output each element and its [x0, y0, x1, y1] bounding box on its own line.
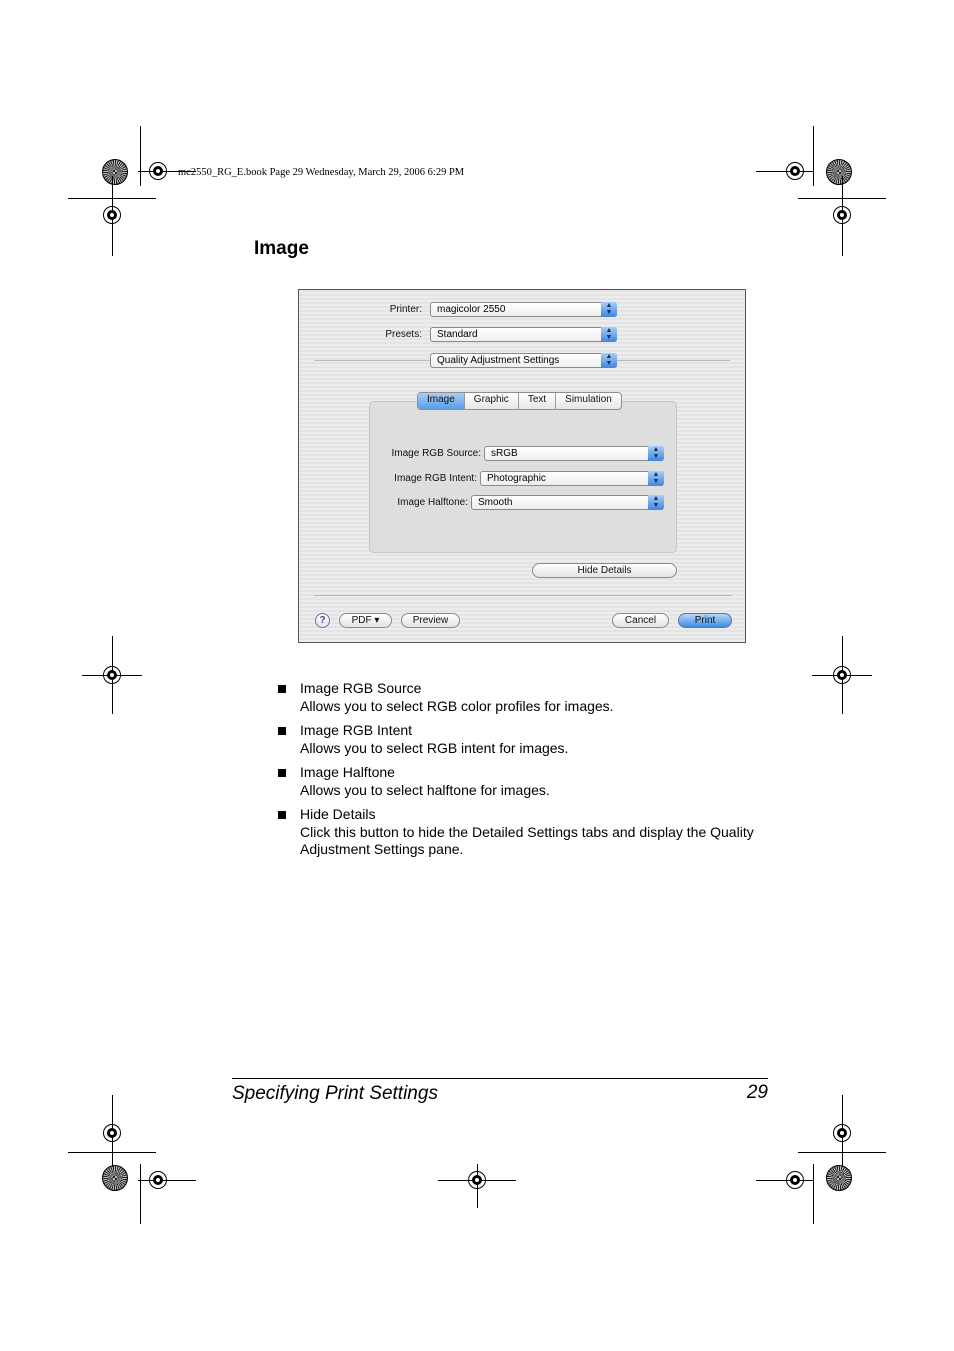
halftone-label: Image Halftone:: [397, 497, 468, 508]
printer-select[interactable]: [430, 302, 617, 317]
registration-target-icon: [833, 666, 851, 684]
bullet-square-icon: [278, 727, 286, 735]
popup-arrows-icon: ▲ ▼: [648, 471, 664, 486]
presets-label: Presets:: [385, 329, 422, 340]
color-rosette-icon: [826, 1165, 852, 1191]
color-rosette-icon: [102, 1165, 128, 1191]
printer-select-value: magicolor 2550: [437, 304, 506, 315]
running-header: mc2550_RG_E.book Page 29 Wednesday, March 29, 2006 6:29 PM: [178, 167, 465, 178]
bullet-description: Allows you to select halftone for images.: [300, 781, 550, 798]
bullet-description: Allows you to select RGB intent for images.: [300, 739, 569, 756]
list-item: [278, 722, 770, 757]
footer-rule: [232, 1078, 768, 1079]
bullet-square-icon: [278, 769, 286, 777]
registration-target-icon: [833, 1124, 851, 1142]
bullet-description: Click this button to hide the Detailed Settings tabs and display the Quality Adjustment Settings pane.: [300, 823, 754, 857]
bullet-title: Hide Details: [300, 806, 376, 822]
printer-label: Printer:: [389, 304, 422, 315]
help-button[interactable]: ?: [315, 613, 330, 628]
bullet-title: Image RGB Intent: [300, 722, 413, 738]
print-button[interactable]: Print: [678, 613, 732, 628]
presets-select[interactable]: [430, 327, 617, 342]
tab-text[interactable]: Text: [519, 393, 556, 409]
rgb-source-value: sRGB: [491, 448, 518, 459]
tab-simulation[interactable]: Simulation: [565, 394, 612, 405]
halftone-value: Smooth: [478, 497, 513, 508]
rgb-source-label: Image RGB Source:: [391, 448, 481, 459]
registration-target-icon: [103, 666, 121, 684]
popup-arrows-icon: ▲ ▼: [601, 302, 617, 317]
section-title: Image: [254, 238, 309, 259]
bullet-square-icon: [278, 811, 286, 819]
rgb-intent-label: Image RGB Intent:: [394, 473, 477, 484]
preview-button[interactable]: Preview: [401, 613, 460, 628]
registration-target-icon: [103, 206, 121, 224]
bullet-description: Allows you to select RGB color profiles for images.: [300, 697, 614, 714]
registration-target-icon: [149, 1171, 167, 1189]
tab-image[interactable]: Image: [418, 393, 465, 409]
list-item: [278, 764, 770, 799]
print-dialog: [298, 289, 746, 643]
rgb-intent-select[interactable]: [480, 471, 664, 486]
popup-arrows-icon: ▲ ▼: [648, 446, 664, 461]
registration-target-icon: [468, 1171, 486, 1189]
presets-select-value: Standard: [437, 329, 478, 340]
rgb-intent-value: Photographic: [487, 473, 546, 484]
registration-target-icon: [786, 1171, 804, 1189]
tab-graphic[interactable]: Graphic: [465, 393, 519, 409]
bottom-separator: [314, 595, 732, 596]
bullet-title: Image RGB Source: [300, 680, 422, 696]
cancel-button[interactable]: Cancel: [612, 613, 669, 628]
registration-target-icon: [103, 1124, 121, 1142]
popup-arrows-icon: ▲ ▼: [648, 495, 664, 510]
halftone-select[interactable]: [471, 495, 664, 510]
popup-arrows-icon: ▲ ▼: [601, 327, 617, 342]
color-rosette-icon: [826, 159, 852, 185]
registration-target-icon: [786, 162, 804, 180]
hide-details-button[interactable]: Hide Details: [532, 563, 677, 578]
footer-title: Specifying Print Settings: [232, 1083, 438, 1104]
bullet-square-icon: [278, 685, 286, 693]
page-number: 29: [746, 1082, 768, 1103]
registration-target-icon: [833, 206, 851, 224]
color-rosette-icon: [102, 159, 128, 185]
detail-tabs: [417, 392, 622, 410]
list-item: [278, 806, 770, 859]
pdf-button[interactable]: PDF ▾: [339, 613, 392, 628]
popup-arrows-icon: ▲ ▼: [601, 353, 617, 368]
pane-select[interactable]: [430, 353, 617, 368]
bullet-title: Image Halftone: [300, 764, 395, 780]
registration-target-icon: [149, 162, 167, 180]
pane-select-value: Quality Adjustment Settings: [437, 355, 560, 366]
list-item: [278, 680, 770, 715]
rgb-source-select[interactable]: [484, 446, 664, 461]
